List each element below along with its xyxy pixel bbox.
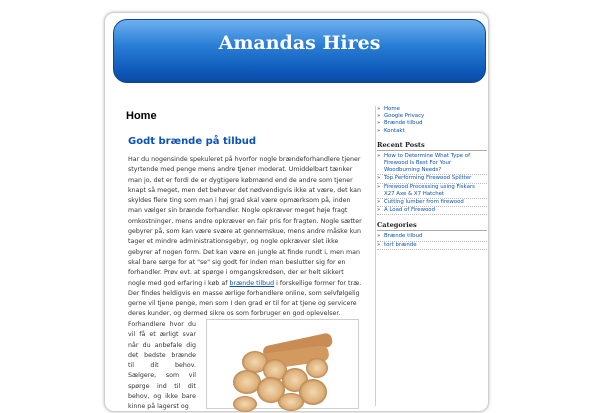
category-link[interactable]: tort brænde [384, 241, 417, 248]
categories-heading: Categories [377, 221, 487, 231]
list-item[interactable] [377, 207, 487, 215]
recent-post-link[interactable]: Top Performing Firewood Splitter [384, 175, 472, 182]
recent-post-link[interactable]: How to Determine What Type of Firewood Is Best For Your Woodburning Needs? [384, 152, 470, 174]
sidebar-link-kontakt[interactable]: Kontakt [384, 127, 405, 134]
post-paragraph-2: Forhandlere hvor du vil få et ærligt svar når du anbefale dig det bedste brænde til dit behov. Sælgere, som vil spørge ind til dit behov, og ikke bare kinne på lagerst og [128, 321, 196, 411]
sidebar [377, 106, 487, 250]
recent-post-link[interactable]: A Load of Firewood [384, 207, 436, 214]
sidebar-divider [375, 106, 376, 406]
recent-posts-list [377, 153, 487, 216]
list-item[interactable] [377, 199, 487, 207]
main-content [128, 136, 362, 411]
sidebar-item-kontakt[interactable] [377, 128, 487, 135]
list-item[interactable] [377, 153, 487, 176]
recent-posts-heading: Recent Posts [377, 141, 487, 151]
sidebar-item-home[interactable] [377, 106, 487, 113]
list-item[interactable] [377, 175, 487, 183]
post-text-part-2: i forskellige former for træ. Der findes heldigvis en masse ærlige forhandlere online, som selvfølgelig gerne vil tjene penge, men som I den grad er til for at tjene og servicere deres kunder, og dermed sikre os som forbruger en god oplevelser. [128, 279, 362, 318]
list-item[interactable] [377, 233, 487, 241]
page-title: Home [126, 110, 157, 122]
sidebar-item-braende-tilbud[interactable] [377, 120, 487, 127]
pages-list [377, 106, 487, 135]
categories-list [377, 233, 487, 249]
braende-tilbud-link[interactable]: brænde tilbud [229, 279, 275, 287]
post-paragraph-1 [128, 155, 362, 320]
sidebar-item-google-privacy[interactable] [377, 113, 487, 120]
site-header [113, 19, 486, 83]
list-item[interactable] [377, 184, 487, 199]
list-item[interactable] [377, 242, 487, 250]
post-title-link[interactable]: Godt brænde på tilbud [128, 136, 257, 147]
category-link[interactable]: Brænde tilbud [384, 233, 423, 240]
post-text-part-1: Har du nogensinde spekuleret på hvorfor nogle brændeforhandlere tjener styrtende med penge mens andre tjener moderat. Umiddelbart tænker man jo, det er fordi de er dygtigere købmænd end de andre som tjener knapt så meget, men det behøver det nødvendigvis ikke at være, det kan skyldes flere ting som man i høj grad skal være opmærksom på, inden man vælger sin brænde forhandler. Nogle opkræver meget høje fragt omkostninger, mens andre opkræver en fair pris for fragten. Nogle sætter gebyrer på, som kan være svære at gennemskue, mens andre måske kun tager et mindre administrationsgebyr, og nogle opkræver slet ikke gebyrer af nogen form. Det kan være en jungle at finde rundt i, men man skal bare sørge for at "se" sig godt for inden man beslutter sig for en forhandler. Prøv evt. at spørge i omgangskredsen, der er helt sikkert nogle med god erfaring i køb af [128, 156, 362, 287]
firewood-illustration [225, 340, 335, 412]
site-title-link[interactable]: Amandas Hires [218, 32, 381, 54]
recent-post-link[interactable]: Firewood Processing using Fiskars X27 Axe & X7 Hatchet [384, 183, 475, 197]
sidebar-link-google-privacy[interactable]: Google Privacy [384, 113, 425, 120]
sidebar-link-braende-tilbud[interactable]: Brænde tilbud [384, 120, 423, 127]
firewood-image [206, 319, 359, 409]
recent-post-link[interactable]: Cutting lumber from firewood [384, 199, 464, 206]
sidebar-link-home[interactable]: Home [384, 106, 400, 112]
